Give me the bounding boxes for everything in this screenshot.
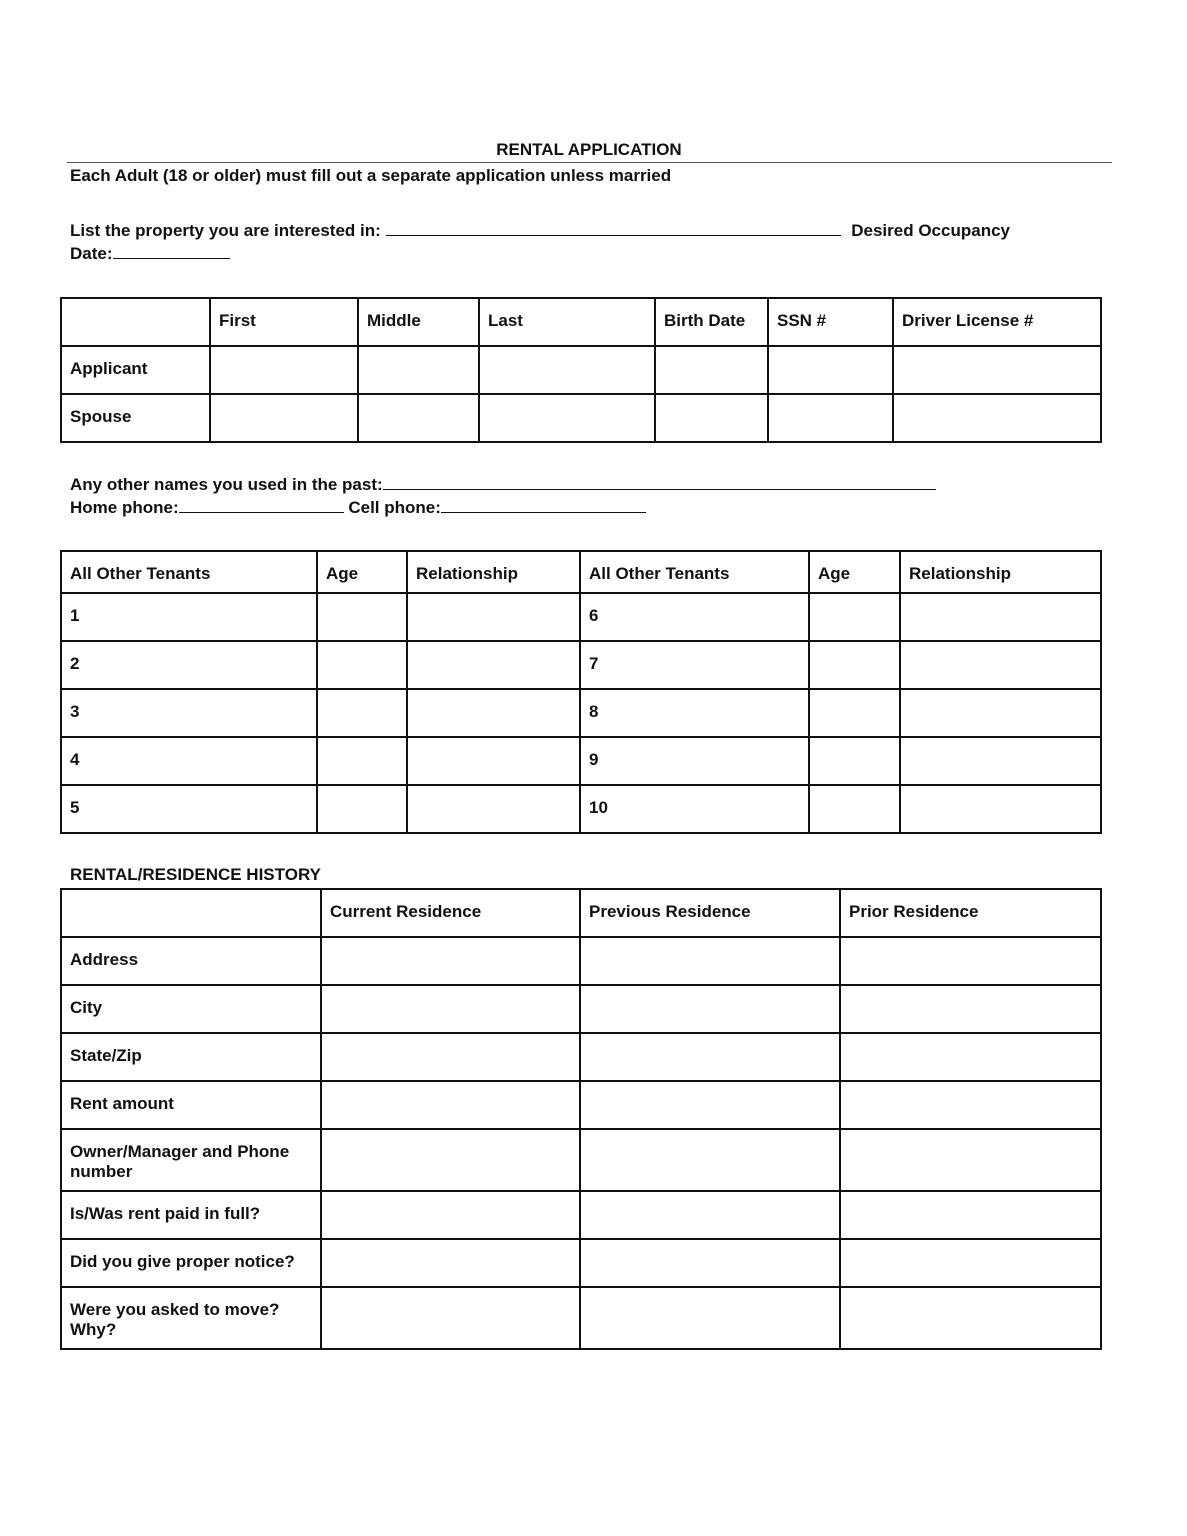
table-row	[61, 551, 1101, 593]
input-cell[interactable]	[317, 593, 407, 641]
table-row	[61, 937, 1101, 985]
input-cell[interactable]	[358, 346, 479, 394]
input-cell[interactable]	[840, 1239, 1101, 1287]
input-cell[interactable]	[321, 1239, 580, 1287]
input-cell[interactable]	[768, 346, 893, 394]
tenant-number: 10	[580, 785, 809, 833]
input-cell[interactable]	[321, 1033, 580, 1081]
input-cell[interactable]	[407, 785, 580, 833]
tenant-number: 9	[580, 737, 809, 785]
occupancy-date-field[interactable]	[113, 243, 230, 259]
header-cell: Age	[317, 551, 407, 593]
input-cell[interactable]	[317, 737, 407, 785]
input-cell[interactable]	[321, 937, 580, 985]
input-cell[interactable]	[407, 593, 580, 641]
header-cell: Prior Residence	[840, 889, 1101, 937]
input-cell[interactable]	[321, 1191, 580, 1239]
input-cell[interactable]	[900, 593, 1101, 641]
input-cell[interactable]	[321, 1287, 580, 1349]
instruction-text: Each Adult (18 or older) must fill out a separate application unless married	[70, 166, 672, 185]
tenant-number: 5	[61, 785, 317, 833]
history-heading: RENTAL/RESIDENCE HISTORY	[70, 865, 321, 884]
input-cell[interactable]	[580, 1239, 840, 1287]
occupancy-date-label: Date:	[70, 244, 113, 263]
input-cell[interactable]	[407, 737, 580, 785]
input-cell[interactable]	[321, 985, 580, 1033]
input-cell[interactable]	[655, 394, 768, 442]
input-cell[interactable]	[840, 1191, 1101, 1239]
other-names-field[interactable]	[383, 474, 936, 490]
table-row	[61, 1081, 1101, 1129]
other-names-label: Any other names you used in the past:	[70, 475, 383, 494]
input-cell[interactable]	[358, 394, 479, 442]
input-cell[interactable]	[655, 346, 768, 394]
input-cell[interactable]	[893, 346, 1101, 394]
input-cell[interactable]	[809, 737, 900, 785]
header-cell: Birth Date	[655, 298, 768, 346]
input-cell[interactable]	[900, 737, 1101, 785]
input-cell[interactable]	[809, 689, 900, 737]
tenant-number: 6	[580, 593, 809, 641]
input-cell[interactable]	[893, 394, 1101, 442]
row-label: Did you give proper notice?	[61, 1239, 321, 1287]
header-cell: All Other Tenants	[580, 551, 809, 593]
header-cell: Age	[809, 551, 900, 593]
input-cell[interactable]	[317, 785, 407, 833]
row-label: Were you asked to move? Why?	[61, 1287, 321, 1349]
tenant-number: 1	[61, 593, 317, 641]
table-row	[61, 1239, 1101, 1287]
input-cell[interactable]	[407, 641, 580, 689]
table-row	[61, 1191, 1101, 1239]
row-label: Rent amount	[61, 1081, 321, 1129]
property-label: List the property you are interested in:	[70, 221, 381, 240]
header-cell: First	[210, 298, 358, 346]
input-cell[interactable]	[580, 1033, 840, 1081]
table-row	[61, 889, 1101, 937]
input-cell[interactable]	[900, 689, 1101, 737]
input-cell[interactable]	[407, 689, 580, 737]
input-cell[interactable]	[210, 394, 358, 442]
row-label: State/Zip	[61, 1033, 321, 1081]
table-row	[61, 1033, 1101, 1081]
input-cell[interactable]	[580, 1287, 840, 1349]
cell-phone-label: Cell phone:	[348, 498, 441, 517]
header-cell	[61, 889, 321, 937]
tenant-number: 7	[580, 641, 809, 689]
page-title: RENTAL APPLICATION	[496, 140, 682, 159]
table-row	[61, 593, 1101, 641]
home-phone-label: Home phone:	[70, 498, 179, 517]
tenant-number: 8	[580, 689, 809, 737]
table-row	[61, 689, 1101, 737]
header-cell: Middle	[358, 298, 479, 346]
tenant-number: 3	[61, 689, 317, 737]
tenant-number: 2	[61, 641, 317, 689]
cell-phone-field[interactable]	[441, 497, 646, 513]
table-row	[61, 394, 1101, 442]
input-cell[interactable]	[809, 785, 900, 833]
input-cell[interactable]	[580, 1129, 840, 1191]
home-phone-field[interactable]	[179, 497, 344, 513]
other-names-line	[70, 474, 936, 495]
input-cell[interactable]	[479, 394, 655, 442]
header-cell: Driver License #	[893, 298, 1101, 346]
tenants-table	[60, 550, 1102, 834]
table-row	[61, 641, 1101, 689]
row-label: City	[61, 985, 321, 1033]
table-row	[61, 1129, 1101, 1191]
header-cell: All Other Tenants	[61, 551, 317, 593]
input-cell[interactable]	[321, 1081, 580, 1129]
input-cell[interactable]	[809, 641, 900, 689]
row-label: Address	[61, 937, 321, 985]
table-row	[61, 346, 1101, 394]
occupancy-date-line	[70, 243, 230, 264]
tenant-number: 4	[61, 737, 317, 785]
table-row	[61, 737, 1101, 785]
header-cell: Previous Residence	[580, 889, 840, 937]
table-row	[61, 785, 1101, 833]
header-cell: Last	[479, 298, 655, 346]
input-cell[interactable]	[900, 641, 1101, 689]
property-line	[70, 220, 1010, 241]
input-cell[interactable]	[840, 1033, 1101, 1081]
input-cell[interactable]	[479, 346, 655, 394]
title-divider	[67, 162, 1112, 163]
input-cell[interactable]	[321, 1129, 580, 1191]
table-row	[61, 985, 1101, 1033]
row-label: Spouse	[61, 394, 210, 442]
input-cell[interactable]	[317, 689, 407, 737]
input-cell[interactable]	[768, 394, 893, 442]
input-cell[interactable]	[840, 985, 1101, 1033]
input-cell[interactable]	[809, 593, 900, 641]
input-cell[interactable]	[580, 1191, 840, 1239]
input-cell[interactable]	[840, 937, 1101, 985]
row-label: Applicant	[61, 346, 210, 394]
header-cell	[61, 298, 210, 346]
input-cell[interactable]	[900, 785, 1101, 833]
header-cell: Current Residence	[321, 889, 580, 937]
applicant-table	[60, 297, 1102, 443]
residence-history-table	[60, 888, 1102, 1350]
header-cell: Relationship	[900, 551, 1101, 593]
input-cell[interactable]	[840, 1081, 1101, 1129]
row-label: Owner/Manager and Phone number	[61, 1129, 321, 1191]
phone-line	[70, 497, 646, 518]
input-cell[interactable]	[580, 1081, 840, 1129]
table-row	[61, 1287, 1101, 1349]
property-field[interactable]	[386, 220, 841, 236]
table-row	[61, 298, 1101, 346]
header-cell: Relationship	[407, 551, 580, 593]
input-cell[interactable]	[840, 1129, 1101, 1191]
occupancy-label: Desired Occupancy	[851, 221, 1010, 240]
input-cell[interactable]	[580, 985, 840, 1033]
header-cell: SSN #	[768, 298, 893, 346]
row-label: Is/Was rent paid in full?	[61, 1191, 321, 1239]
input-cell[interactable]	[840, 1287, 1101, 1349]
input-cell[interactable]	[210, 346, 358, 394]
input-cell[interactable]	[317, 641, 407, 689]
input-cell[interactable]	[580, 937, 840, 985]
